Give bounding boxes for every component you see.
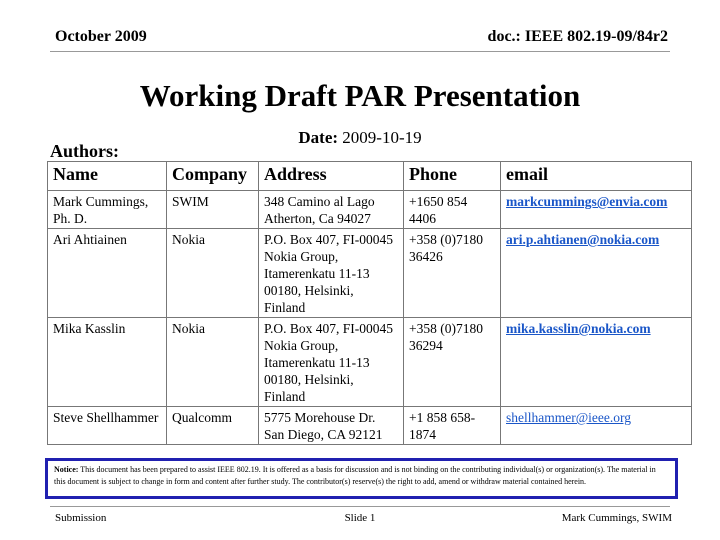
cell-email <box>501 318 692 407</box>
cell-name: Steve Shellhammer <box>48 407 167 445</box>
email-link[interactable]: markcummings@envia.com <box>506 194 668 209</box>
date-label: Date: <box>298 128 339 147</box>
footer-slide-number: Slide 1 <box>344 512 376 524</box>
cell-company: Nokia <box>167 229 259 318</box>
col-address: Address <box>259 162 404 191</box>
cell-phone: +1 858 658-1874 <box>404 407 501 445</box>
authors-table <box>47 161 692 445</box>
col-email: email <box>501 162 692 191</box>
date-value: 2009-10-19 <box>342 128 422 147</box>
header-doc-id: doc.: IEEE 802.19-09/84r2 <box>487 28 668 45</box>
footer-divider <box>50 506 670 507</box>
cell-name: Mika Kasslin <box>48 318 167 407</box>
footer-submission: Submission <box>55 512 107 524</box>
table-row <box>48 407 692 445</box>
cell-address: P.O. Box 407, FI-00045 Nokia Group, Itamerenkatu 11-13 00180, Helsinki, Finland <box>259 318 404 407</box>
cell-phone: +358 (0)7180 36294 <box>404 318 501 407</box>
slide-title: Working Draft PAR Presentation <box>139 78 581 113</box>
header-divider <box>50 51 670 52</box>
cell-phone: +1650 854 4406 <box>404 191 501 229</box>
table-row <box>48 191 692 229</box>
col-company: Company <box>167 162 259 191</box>
table-header-row <box>48 162 692 191</box>
col-phone: Phone <box>404 162 501 191</box>
cell-email <box>501 191 692 229</box>
email-link[interactable]: ari.p.ahtianen@nokia.com <box>506 232 660 247</box>
cell-phone: +358 (0)7180 36426 <box>404 229 501 318</box>
notice-label: Notice: <box>54 465 79 474</box>
cell-company: SWIM <box>167 191 259 229</box>
header-date: October 2009 <box>55 28 147 45</box>
table-row <box>48 229 692 318</box>
cell-address: 5775 Morehouse Dr. San Diego, CA 92121 <box>259 407 404 445</box>
authors-label: Authors: <box>50 141 120 161</box>
cell-email <box>501 407 692 445</box>
cell-name: Mark Cummings, Ph. D. <box>48 191 167 229</box>
notice-box <box>45 458 678 499</box>
cell-company: Nokia <box>167 318 259 407</box>
cell-email <box>501 229 692 318</box>
col-name: Name <box>48 162 167 191</box>
cell-company: Qualcomm <box>167 407 259 445</box>
cell-name: Ari Ahtiainen <box>48 229 167 318</box>
footer-author: Mark Cummings, SWIM <box>561 512 672 524</box>
table-row <box>48 318 692 407</box>
email-link[interactable]: shellhammer@ieee.org <box>506 410 632 425</box>
cell-address: 348 Camino al Lago Atherton, Ca 94027 <box>259 191 404 229</box>
cell-address: P.O. Box 407, FI-00045 Nokia Group, Itamerenkatu 11-13 00180, Helsinki, Finland <box>259 229 404 318</box>
email-link[interactable]: mika.kasslin@nokia.com <box>506 321 651 336</box>
notice-text: This document has been prepared to assist IEEE 802.19. It is offered as a basis for discussion and is not binding on the contributing individual(s) or organization(s). The material in this document is subject to change in form and content after further study. The contributor(s) reserve(s) the right to add, amend or withdraw material contained herein. <box>54 465 656 486</box>
